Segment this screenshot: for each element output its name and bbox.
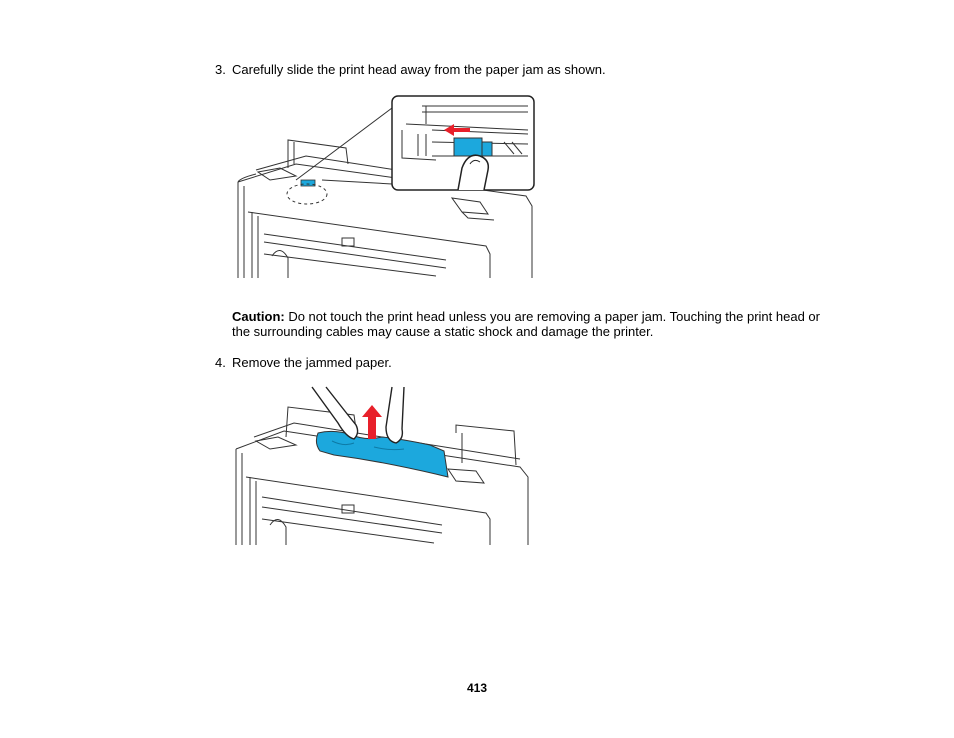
step-4 (215, 355, 392, 371)
remove-jammed-paper-illustration (234, 385, 532, 545)
step-text: Carefully slide the print head away from the paper jam as shown. (232, 62, 606, 77)
step-number: 3. (215, 62, 226, 77)
step-number: 4. (215, 355, 226, 370)
step-text: Remove the jammed paper. (232, 355, 392, 370)
step-3 (215, 62, 606, 78)
caution-note (232, 309, 822, 339)
page-number: 413 (466, 681, 488, 695)
print-head-illustration (236, 94, 536, 278)
caution-text: Do not touch the print head unless you are removing a paper jam. Touching the print head or the surrounding cables may cause a static shock and damage the printer. (232, 309, 820, 339)
caution-label: Caution: (232, 309, 285, 324)
